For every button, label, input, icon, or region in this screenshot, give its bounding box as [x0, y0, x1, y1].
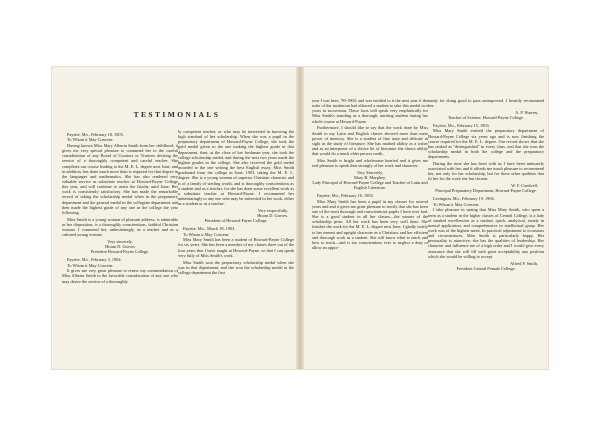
- paragraph: Having known Miss Mary Alberta Smith from her childhood, it gives me very special pleasure to commend her to the careful consideration of any Board of Curators or Trustees desiring the service of a thoroughly competent and careful teacher. She completes our course leading to the M. E. L. degree next June, and in addition, has done much more than is required for that degree in the languages and mathematics. She has also rendered very valuable service as substitute teacher at Howard-Payne College this year, and will continue to assist the faculty until June. Her work is consistently satisfactory. She has made the remarkable record of taking the scholarship medal when in the preparatory department and the general medal in the collegiate department and then made the highest grade of any one in the college the year following.: [62, 142, 178, 215]
- dateline: Fayette, Mo., February 18, 1903.: [67, 132, 124, 137]
- signature-line: Principal Preparatory Department, Howard-Payne College.: [435, 188, 537, 194]
- salutation: To Whom it May Concern:: [67, 137, 114, 143]
- text-column-1: [62, 129, 178, 285]
- paragraph: I take pleasure in stating that Miss Mary Smith, who spent a term as a student in the higher classes of Central College, is a lady of marked excellencies as a student, quick, analytical, steady in mental application, and comprehensive in intellectual grasp. Her work was of the highest merit. In practical adjustment to occasions and circumstances, Miss Smith is particularly happy. Her personality is attractive; she has the qualities of leadership. Her character and influence are of a high order and I would give every assurance that she will fill with great acceptability any position which she would be willing to accept.: [428, 207, 544, 259]
- salutation: To Whom it May Concern:: [433, 201, 480, 207]
- salutation: To Whom it May Concern:: [183, 231, 230, 237]
- paragraph: Miss Smith is a young woman of pleasant address, is admirable in her disposition, is a thoroughly conscientious, faithful Christian woman. I commend her, unhesitatingly, as a teacher and as a cultured young woman.: [62, 216, 178, 238]
- dateline: Fayette, Mo., February 3, 1904.: [67, 257, 122, 263]
- signature-name: Very respectfully,: [257, 207, 288, 213]
- salutation: To Whom it May Concern:: [67, 262, 114, 268]
- paragraph: It gives me very great pleasure to renew my commendation of Miss Alberta Smith to the favorable consideration of any one who may desire the service of a thoroughly: [62, 268, 178, 284]
- signature-line: Teacher of Science, Howard-Payne College.: [447, 115, 525, 121]
- signature-line: President Central Female College.: [456, 265, 516, 271]
- signature-name: W. F. Cardwell,: [511, 183, 538, 189]
- text-column-3: [312, 98, 428, 252]
- signature-line: President of Howard-Payne College.: [204, 218, 268, 224]
- text-column-4: [428, 98, 544, 271]
- paragraph-continued: year I was here, '99-1900; and was entitled to it the next year if the rules of the institution had allowed a student to take this medal two years in succession. These facts will speak very emphatically for Miss Smith's standing as a thorough, untiring student during her whole course at Howard-Payne.: [312, 98, 428, 124]
- dateline: Fayette, Mo., March 18, 1903.: [183, 226, 236, 232]
- signature-line: Very sincerely,: [107, 238, 133, 244]
- paragraph: Miss Smith won the preparatory scholarship medal when she was in that department, and she won the scholarship medal in the college department the first: [178, 259, 294, 275]
- dateline: Fayette, Mo., February 15, 1903.: [433, 123, 490, 129]
- paragraph-continued: ly competent teacher, or who may be interested in knowing the high standard of her scholarship. When she was a pupil in the preparatory department of Howard-Payne College, she took the gold medal given to the one making the highest grade in that department, then, at the close of her freshman year, she took the college scholarship medal, and during the next two years made the highest grades in the college. She also received the gold medal awarded to the one writing the best English essay. Miss Smith graduated from the college in June, 1903, taking the M. E. L. degree. She is a young woman of superior Christian character and is of a family of sterling worth, and is thoroughly conscientious as a student and as a teacher, for she has done some excellent work as a substitute teacher at Howard-Payne. I recommend her unhesitatingly to any one who may be interested in her work, either as a student or as a teacher.: [178, 129, 294, 207]
- paragraph: Miss Mary Smith has been a pupil in my classes for several years and and it gives me great pleasure to testify that she has been one of the most thorough and conscientious pupils I have ever had. She is a good student in all her classes—the winner of the scholarship prize. All her work has been very well done. She finishes the work for the M. E. L. degree next June. I gladly testify to her earnest and upright character as a Christian, and her efficient and thorough work as a student. She will know what to teach and how to teach—and is too conscientious ever to neglect a duty or allow an oppor-: [312, 198, 428, 250]
- signature-line: President Howard-Payne College.: [90, 249, 150, 255]
- page-heading: TESTIMONIALS: [133, 110, 221, 119]
- signature-line: Lady Principal of Howard-Payne College and Teacher of Latin and English Literature.: [312, 180, 428, 191]
- page-gutter: [296, 67, 304, 369]
- signature-line: Hiram D. Groves: [105, 244, 135, 250]
- signature-line: Mary B. Murphey,: [354, 174, 386, 180]
- paragraph: During the time she has been with us I have been intimately associated with her, and it affords me much pleasure to recommend her, not only for her scholarship, but for those other qualities that fit her for the work she has chosen.: [428, 160, 544, 182]
- paragraph-continued: tunity for doing good to pass unimproved. I heartily recommend her.: [428, 98, 544, 109]
- signature-name: Alfred F. Smith,: [510, 260, 538, 266]
- signature-line: Very Sincerely,: [356, 169, 384, 175]
- text-column-2: [178, 129, 294, 277]
- paragraph: Furthermore, I should like to say that the work done by Miss Smith in my Latin and English classes showed more than mere power of memory. She is a student of fine taste and delicate in sight in the study of literature. She has marked ability as a writer and as an interpreter of a choice bit of literature she shows ability that would do a much older person credit.: [312, 125, 428, 157]
- paragraph: Miss Mary Smith has been a student of Howard-Payne College for six years. She has been a member of my classes three out of the four years that I have taught at Howard-Payne, so that I can speak very fully of Miss Smith's work.: [178, 237, 294, 258]
- signature-name: Hiram D. Groves.: [257, 213, 288, 219]
- paragraph: Miss Smith is bright and wholesome hearted and it gives me real pleasure to speak thus strongly of her work and character.: [312, 157, 428, 169]
- dateline: Lexington, Mo., February 19, 1904.: [433, 196, 495, 202]
- dateline: Fayette, Mo., February 16, 1903.: [317, 193, 374, 199]
- signature-name: A. P. Warren,: [515, 109, 538, 115]
- paragraph: Miss Mary Smith entered the preparatory department of Howard-Payne College six years ago and is now finishing the course required for the M. E. L. degree. Our record shows that she has ranked as "distinguished" in every class, and that she won the scholarship medal in both the college and the preparatory departments.: [428, 128, 544, 160]
